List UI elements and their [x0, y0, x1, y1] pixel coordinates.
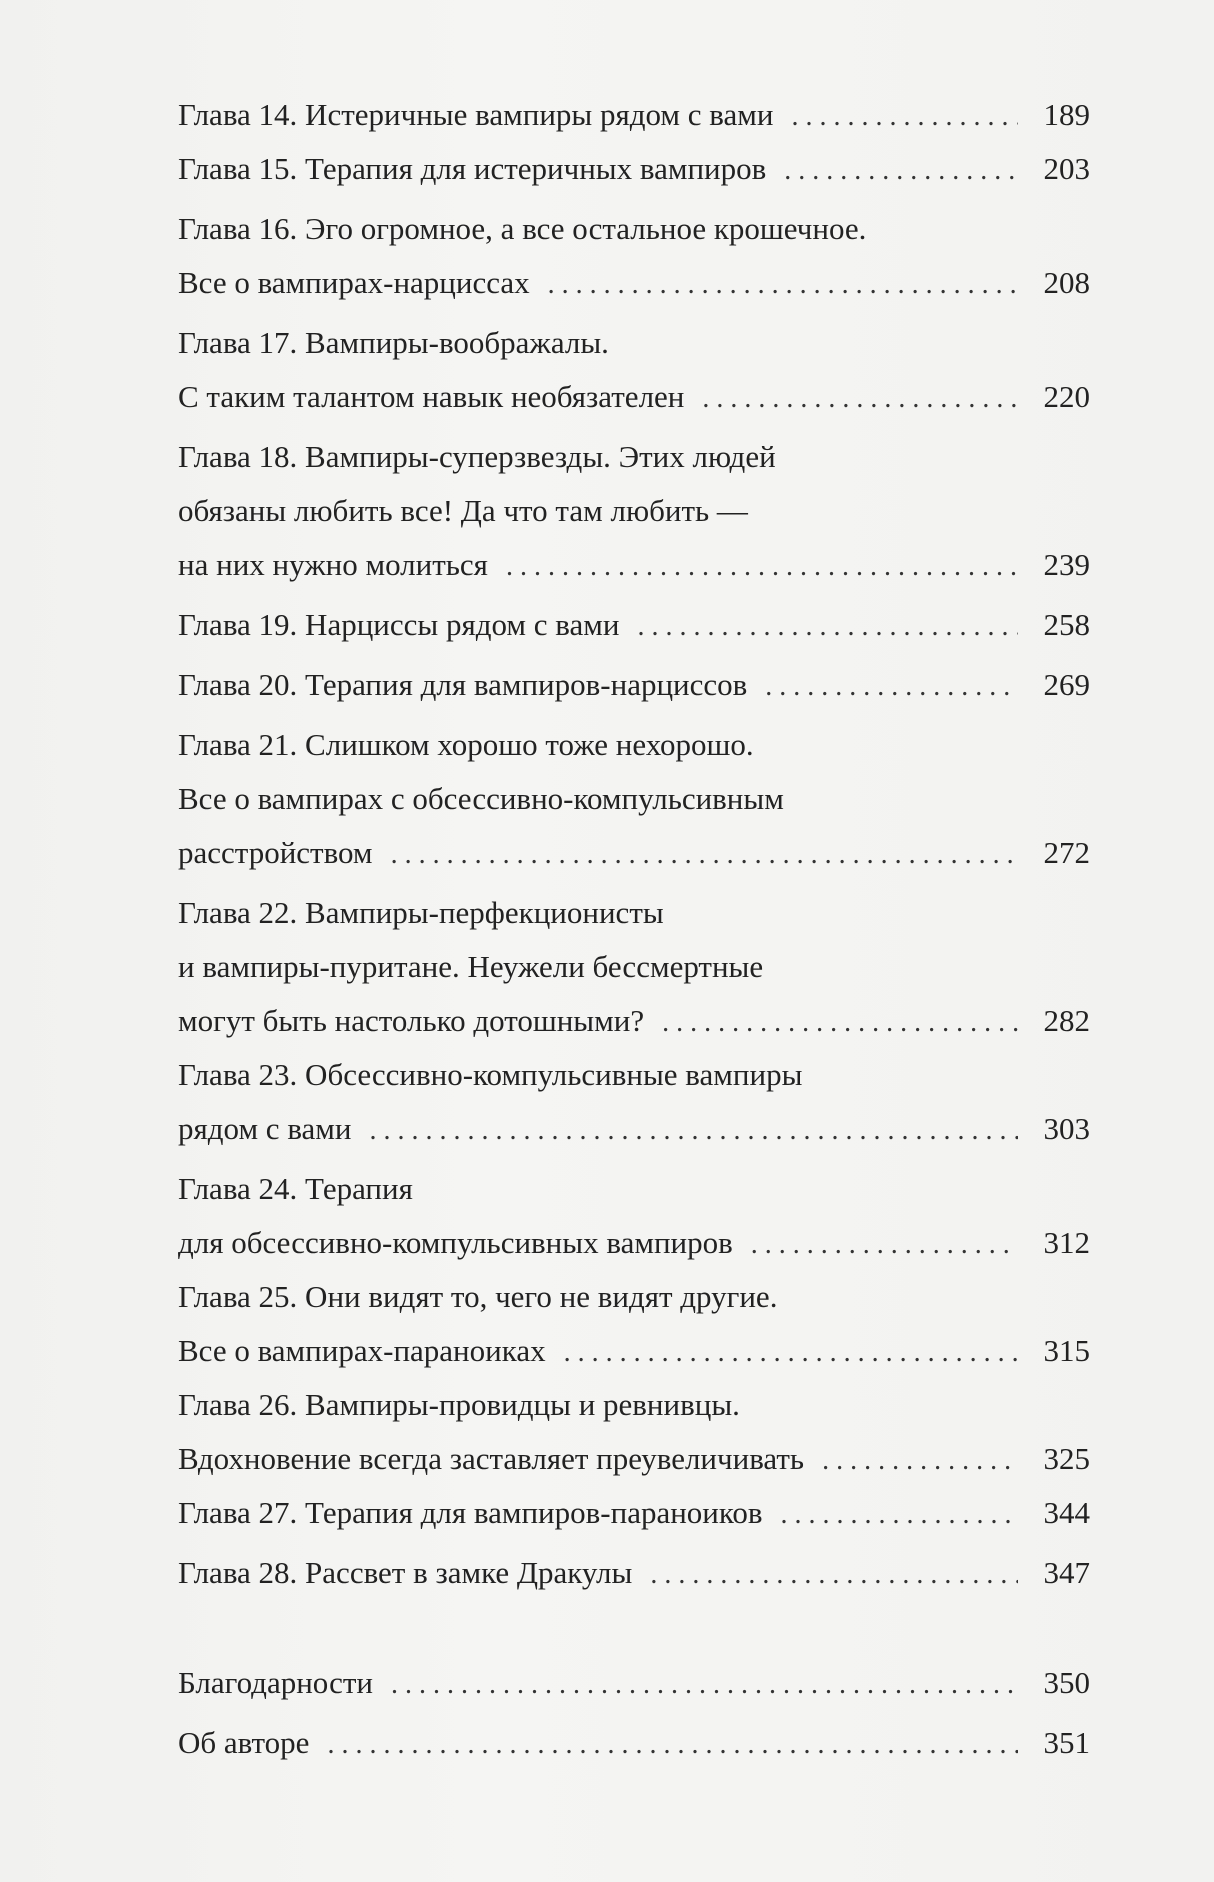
- toc-entry-ch24: [178, 1162, 1090, 1270]
- toc-entry-title: рядом с вами: [178, 1111, 352, 1146]
- toc-entry-ch26: [178, 1378, 1090, 1486]
- dot-leader: [370, 1104, 1018, 1158]
- toc-entry-ch27: [178, 1486, 1090, 1540]
- toc-entry-ch23: [178, 1048, 1090, 1156]
- toc-entry-title: Глава 25. Они видят то, чего не видят другие.: [178, 1279, 778, 1314]
- toc-entry-title: Об авторе: [178, 1725, 310, 1760]
- toc-entry-title: Глава 28. Рассвет в замке Дракулы: [178, 1555, 633, 1590]
- toc-entry-about-author: [178, 1716, 1090, 1770]
- toc-entry-title: Глава 24. Терапия: [178, 1171, 413, 1206]
- dot-leader: [792, 90, 1019, 144]
- dot-leader: [822, 1434, 1018, 1488]
- toc-entry-ch20: [178, 658, 1090, 712]
- dot-leader: [564, 1326, 1018, 1380]
- toc-entry-title: на них нужно молиться: [178, 547, 488, 582]
- toc-entry-title: Глава 16. Эго огромное, а все остальное крошечное.: [178, 211, 867, 246]
- toc-entry-ch22: [178, 886, 1090, 1048]
- toc-entry-title: Глава 20. Терапия для вампиров-нарциссов: [178, 667, 748, 702]
- dot-leader: [327, 1718, 1018, 1772]
- dot-leader: [391, 828, 1018, 882]
- toc-page-number: 258: [1043, 607, 1090, 642]
- toc-entry-title: расстройством: [178, 835, 373, 870]
- dot-leader: [751, 1218, 1018, 1272]
- toc-page-number: 203: [1043, 151, 1090, 186]
- toc-page-number: 220: [1043, 379, 1090, 414]
- toc-page-number: 312: [1043, 1225, 1090, 1260]
- toc-entry-ch15: [178, 142, 1090, 196]
- toc-entry-ch21: [178, 718, 1090, 880]
- dot-leader: [784, 144, 1018, 198]
- toc-entry-ch14: [178, 88, 1090, 142]
- dot-leader: [548, 258, 1018, 312]
- toc-entry-title: Глава 14. Истеричные вампиры рядом с вами: [178, 97, 774, 132]
- toc-page-number: 269: [1043, 667, 1090, 702]
- toc-entry-title: могут быть настолько дотошными?: [178, 1003, 645, 1038]
- dot-leader: [391, 1658, 1018, 1712]
- dot-leader: [765, 660, 1018, 714]
- toc-page-number: 303: [1043, 1111, 1090, 1146]
- toc-entry-title: Все о вампирах-параноиках: [178, 1333, 546, 1368]
- dot-leader: [506, 540, 1018, 594]
- toc-page-number: 344: [1043, 1495, 1090, 1530]
- toc-page-number: 272: [1043, 835, 1090, 870]
- dot-leader: [662, 996, 1018, 1050]
- toc-entry-title: и вампиры-пуритане. Неужели бессмертные: [178, 949, 764, 984]
- toc-entry-title: Благодарности: [178, 1665, 373, 1700]
- toc-entry-ch25: [178, 1270, 1090, 1378]
- toc-page-number: 315: [1043, 1333, 1090, 1368]
- toc-page-number: 351: [1043, 1725, 1090, 1760]
- dot-leader: [650, 1548, 1018, 1602]
- toc-entry-title: Глава 15. Терапия для истеричных вампиров: [178, 151, 767, 186]
- toc-entry-acknowledgements: [178, 1656, 1090, 1710]
- dot-leader: [702, 372, 1018, 426]
- table-of-contents: [178, 88, 1090, 1770]
- toc-entry-title: Все о вампирах-нарциссах: [178, 265, 530, 300]
- toc-entry-title: Глава 19. Нарциссы рядом с вами: [178, 607, 620, 642]
- toc-entry-title: Глава 18. Вампиры-суперзвезды. Этих людей: [178, 439, 776, 474]
- dot-leader: [781, 1488, 1018, 1542]
- toc-page-number: 325: [1043, 1441, 1090, 1476]
- toc-entry-title: для обсессивно-компульсивных вампиров: [178, 1225, 733, 1260]
- toc-page-number: 282: [1043, 1003, 1090, 1038]
- toc-entry-title: С таким талантом навык необязателен: [178, 379, 685, 414]
- toc-entry-ch16: [178, 202, 1090, 310]
- toc-page-number: 347: [1043, 1555, 1090, 1590]
- toc-entry-title: Глава 23. Обсессивно-компульсивные вампиры: [178, 1057, 803, 1092]
- toc-entry-title: обязаны любить все! Да что там любить —: [178, 493, 748, 528]
- toc-entry-title: Вдохновение всегда заставляет преувеличивать: [178, 1441, 805, 1476]
- toc-page-number: 239: [1043, 547, 1090, 582]
- toc-entry-title: Глава 26. Вампиры-провидцы и ревнивцы.: [178, 1387, 740, 1422]
- toc-entry-title: Глава 27. Терапия для вампиров-параноиков: [178, 1495, 763, 1530]
- toc-entry-ch17: [178, 316, 1090, 424]
- toc-entry-ch19: [178, 598, 1090, 652]
- toc-entry-title: Все о вампирах с обсессивно-компульсивным: [178, 781, 784, 816]
- toc-page-number: 208: [1043, 265, 1090, 300]
- toc-entry-title: Глава 21. Слишком хорошо тоже нехорошо.: [178, 727, 754, 762]
- toc-entry-title: Глава 17. Вампиры-воображалы.: [178, 325, 609, 360]
- toc-entry-ch28: [178, 1546, 1090, 1600]
- dot-leader: [638, 600, 1019, 654]
- toc-entry-ch18: [178, 430, 1090, 592]
- toc-page-number: 350: [1043, 1665, 1090, 1700]
- toc-entry-title: Глава 22. Вампиры-перфекционисты: [178, 895, 664, 930]
- toc-page-number: 189: [1043, 97, 1090, 132]
